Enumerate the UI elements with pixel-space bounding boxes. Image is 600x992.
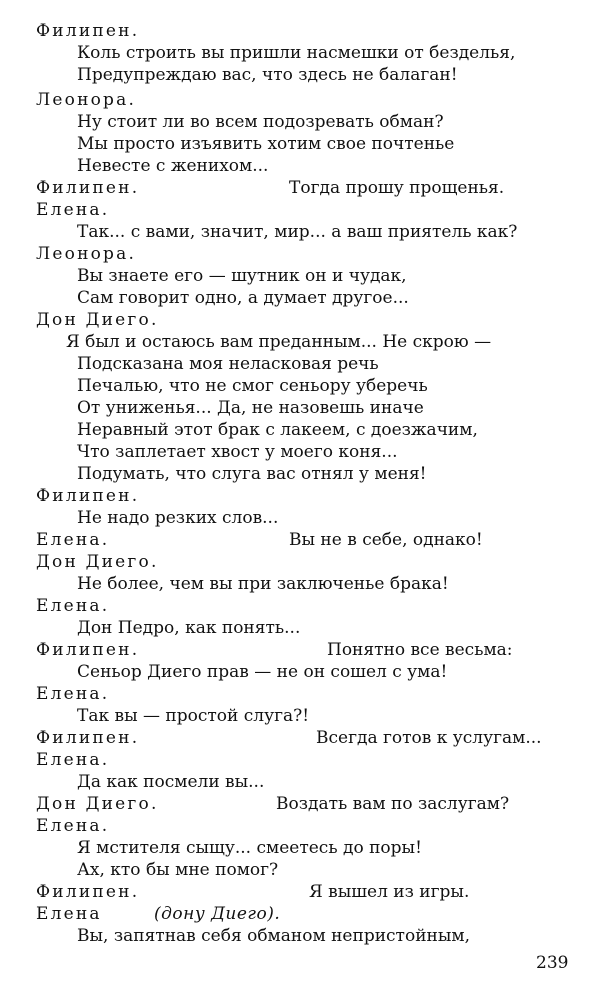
speaker-name: Дон Диего. bbox=[36, 310, 159, 330]
speaker-name: Филипен. bbox=[36, 178, 140, 198]
verse-line: Не более, чем вы при заключенье брака! bbox=[77, 574, 449, 594]
speaker-name: Филипен. bbox=[36, 728, 140, 748]
verse-line: Невесте с женихом... bbox=[77, 156, 269, 176]
verse-line: Тогда прошу прощенья. bbox=[289, 178, 505, 198]
speaker-name: Елена. bbox=[36, 200, 110, 220]
speaker-name: Дон Диего. bbox=[36, 552, 159, 572]
verse-line: Так... с вами, значит, мир... а ваш приятель как? bbox=[77, 222, 518, 242]
verse-line: Предупреждаю вас, что здесь не балаган! bbox=[77, 65, 458, 85]
speaker-name: Леонора. bbox=[36, 90, 137, 110]
verse-line: Понятно все весьма: bbox=[327, 640, 513, 660]
verse-line: Я вышел из игры. bbox=[309, 882, 470, 902]
speaker-name: Филипен. bbox=[36, 486, 140, 506]
verse-line: Я был и остаюсь вам преданным... Не скрою — bbox=[66, 332, 492, 352]
verse-line: Вы не в себе, однако! bbox=[289, 530, 483, 550]
verse-line: Ах, кто бы мне помог? bbox=[77, 860, 279, 880]
verse-line: Сеньор Диего прав — не он сошел с ума! bbox=[77, 662, 448, 682]
verse-line: Что заплетает хвост у моего коня... bbox=[77, 442, 398, 462]
speaker-name: Филипен. bbox=[36, 21, 140, 41]
speaker-name: Дон Диего. bbox=[36, 794, 159, 814]
verse-line: Так вы — простой слуга?! bbox=[77, 706, 310, 726]
verse-line: Всегда готов к услугам... bbox=[316, 728, 542, 748]
verse-line: Вы знаете его — шутник он и чудак, bbox=[77, 266, 407, 286]
speaker-name: Леонора. bbox=[36, 244, 137, 264]
verse-line: Коль строить вы пришли насмешки от безделья, bbox=[77, 43, 516, 63]
verse-line: Да как посмели вы... bbox=[77, 772, 265, 792]
verse-line: Не надо резких слов... bbox=[77, 508, 279, 528]
speaker-name: Елена. bbox=[36, 684, 110, 704]
stage-direction: (дону Диего). bbox=[154, 904, 281, 924]
speaker-name: Елена bbox=[36, 904, 102, 924]
verse-line: Подумать, что слуга вас отнял у меня! bbox=[77, 464, 427, 484]
verse-line: Вы, запятнав себя обманом непристойным, bbox=[77, 926, 471, 946]
verse-line: Сам говорит одно, а думает другое... bbox=[77, 288, 409, 308]
verse-line: Подсказана моя неласковая речь bbox=[77, 354, 379, 374]
speaker-name: Елена. bbox=[36, 816, 110, 836]
verse-line: Воздать вам по заслугам? bbox=[276, 794, 510, 814]
verse-line: Я мстителя сыщу... смеетесь до поры! bbox=[77, 838, 422, 858]
verse-line: Неравный этот брак с лакеем, с доезжачим, bbox=[77, 420, 478, 440]
verse-line: Дон Педро, как понять... bbox=[77, 618, 301, 638]
verse-line: Мы просто изъявить хотим свое почтенье bbox=[77, 134, 455, 154]
speaker-name: Елена. bbox=[36, 530, 110, 550]
speaker-name: Елена. bbox=[36, 750, 110, 770]
verse-line: Печалью, что не смог сеньору уберечь bbox=[77, 376, 428, 396]
speaker-name: Елена. bbox=[36, 596, 110, 616]
page-number: 239 bbox=[536, 953, 569, 973]
speaker-name: Филипен. bbox=[36, 640, 140, 660]
verse-line: От униженья... Да, не назовешь иначе bbox=[77, 398, 424, 418]
verse-line: Ну стоит ли во всем подозревать обман? bbox=[77, 112, 444, 132]
speaker-name: Филипен. bbox=[36, 882, 140, 902]
